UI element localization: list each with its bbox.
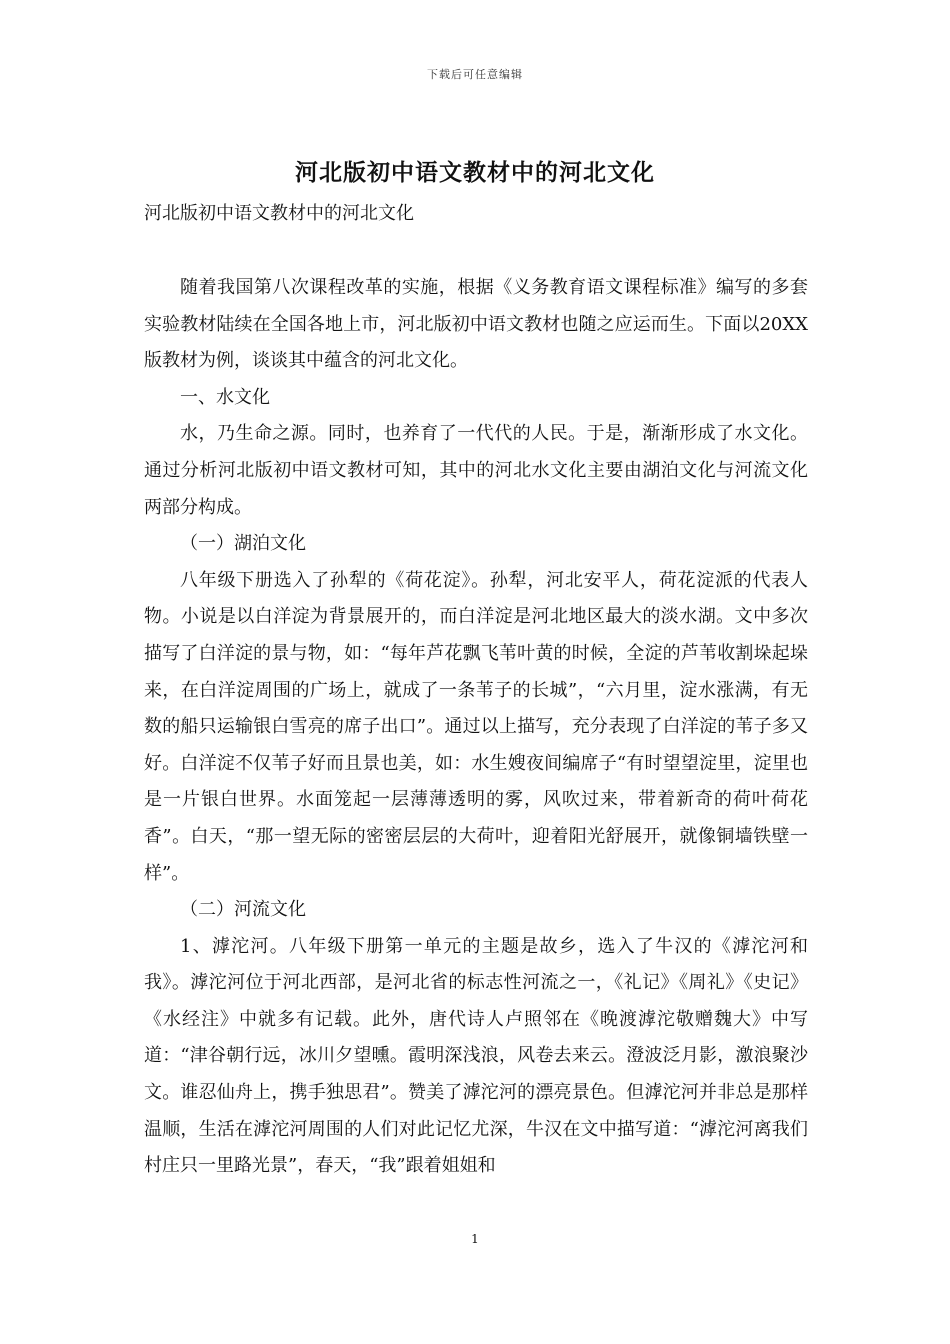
document-subtitle: 河北版初中语文教材中的河北文化 bbox=[144, 203, 414, 224]
intro-paragraph: 随着我国第八次课程改革的实施，根据《义务教育语文课程标准》编写的多套实验教材陆续在全国各地上市，河北版初中语文教材也随之应运而生。下面以20XX版教材为例，谈谈其中蕴含的河北文化。 bbox=[144, 277, 808, 372]
document-body bbox=[144, 270, 808, 1185]
river-culture-paragraph: 1、滹沱河。八年级下册第一单元的主题是故乡，选入了牛汉的《滹沱河和我》。滹沱河位于河北西部，是河北省的标志性河流之一，《礼记》《周礼》《史记》《水经注》中就多有记载。此外，唐代诗人卢照邻在《晚渡滹沱敬赠魏大》中写道：“津谷朝行远，冰川夕望曛。霞明深浅浪，风卷去来云。澄波泛月影，激浪聚沙文。谁忍仙舟上，携手独思君”。赞美了滹沱河的漂亮景色。但滹沱河并非总是那样温顺，生活在滹沱河周围的人们对此记忆尤深，牛汉在文中描写道：“滹沱河离我们村庄只一里路光景”，春天，“我”跟着姐姐和 bbox=[144, 935, 808, 1177]
page-header: 下载后可任意编辑 bbox=[427, 68, 523, 81]
document-title: 河北版初中语文教材中的河北文化 bbox=[295, 159, 655, 186]
subsection-heading-river-culture: （二）河流文化 bbox=[180, 899, 306, 921]
subsection-heading-lake-culture: （一）湖泊文化 bbox=[180, 533, 306, 555]
lake-culture-paragraph: 八年级下册选入了孙犁的《荷花淀》。孙犁，河北安平人，荷花淀派的代表人物。小说是以白洋淀为背景展开的，而白洋淀是河北地区最大的淡水湖。文中多次描写了白洋淀的景与物，如：“每年芦花飘飞苇叶黄的时候，全淀的芦苇收割垛起垛来，在白洋淀周围的广场上，就成了一条苇子的长城”，“六月里，淀水涨满，有无数的船只运输银白雪亮的席子出口”。通过以上描写，充分表现了白洋淀的苇子多又好。白洋淀不仅苇子好而且景也美，如：水生嫂夜间编席子“有时望望淀里，淀里也是一片银白世界。水面笼起一层薄薄透明的雾，风吹过来，带着新奇的荷叶荷花香”。白天，“那一望无际的密密层层的大荷叶，迎着阳光舒展开，就像铜墙铁壁一样”。 bbox=[144, 569, 808, 884]
page-number: 1 bbox=[471, 1232, 479, 1246]
section-heading-water-culture: 一、水文化 bbox=[180, 386, 270, 408]
water-culture-paragraph: 水，乃生命之源。同时，也养育了一代代的人民。于是，渐渐形成了水文化。通过分析河北版初中语文教材可知，其中的河北水文化主要由湖泊文化与河流文化两部分构成。 bbox=[144, 423, 808, 518]
